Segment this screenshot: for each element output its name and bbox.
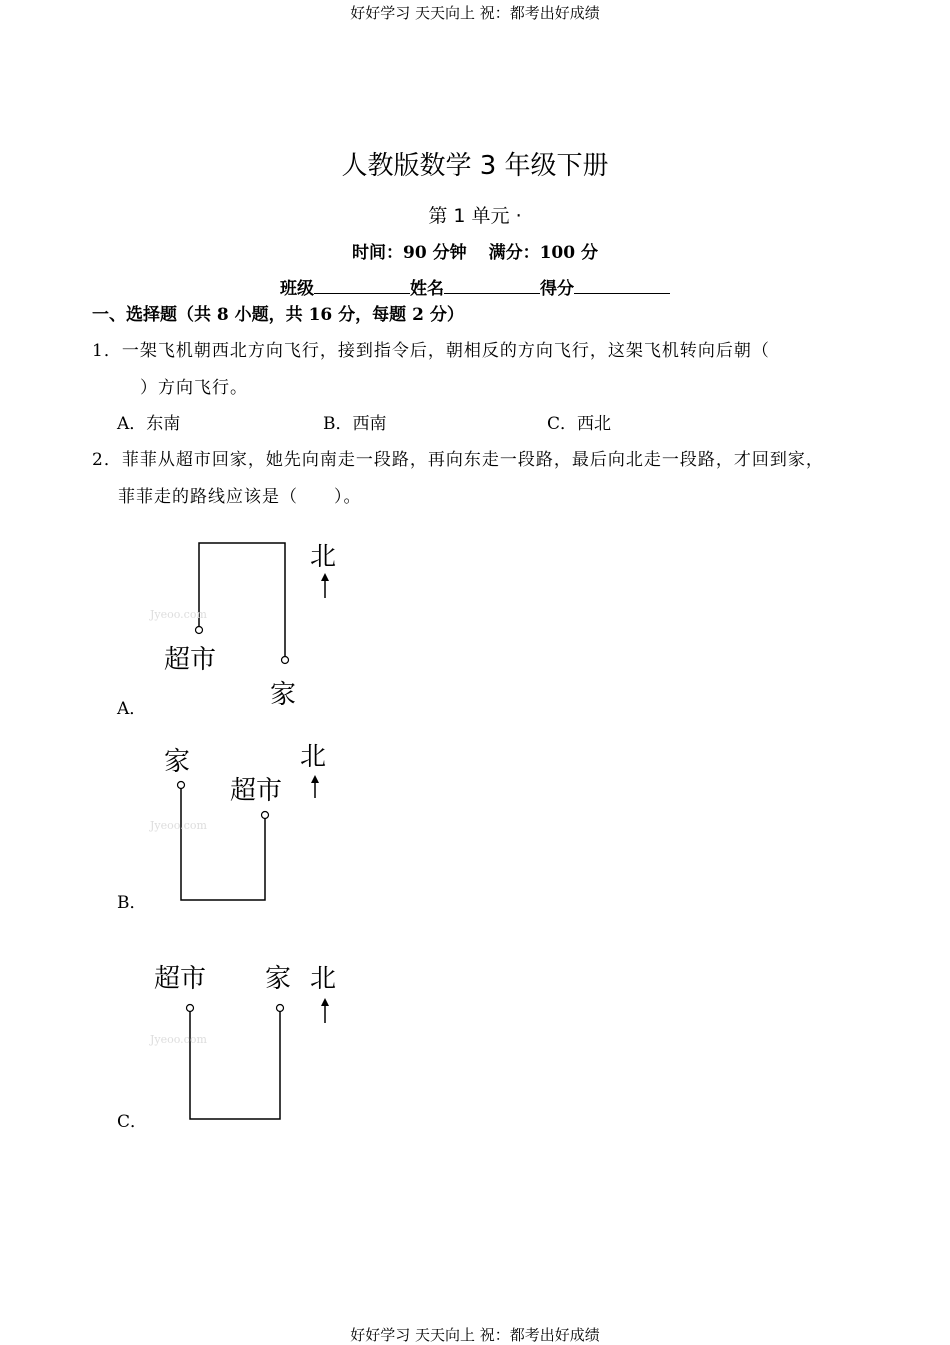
home-label: 家 (265, 964, 292, 994)
class-label: 班级 (280, 279, 314, 299)
question-2-line-1: 2．菲菲从超市回家，她先向南走一段路，再向东走一段路，最后向北走一段路，才回到家， (92, 450, 824, 470)
exam-full-score: 满分：100 分 (488, 243, 598, 263)
unit-subtitle: 第 1 单元 · (428, 205, 522, 227)
footer-motto: 好好学习 天天向上 祝：都考出好成绩 (350, 1326, 600, 1344)
student-fields (0, 274, 950, 299)
question-2-line-2: 菲菲走的路线应该是（ ）。 (118, 487, 362, 507)
score-label: 得分 (540, 279, 574, 299)
header-motto: 好好学习 天天向上 祝：都考出好成绩 (350, 4, 600, 22)
watermark: Jyeoo.com (150, 608, 207, 621)
q2-option-b[interactable]: B． (117, 893, 147, 913)
market-label: 超市 (164, 645, 217, 675)
home-label: 家 (164, 747, 191, 777)
q2-option-c[interactable]: C． (117, 1112, 148, 1132)
q1-option-b[interactable]: B．西南 (323, 414, 387, 434)
q1-option-c[interactable]: C．西北 (547, 414, 612, 434)
north-label: 北 (310, 964, 337, 994)
watermark: Jyeoo.com (150, 819, 207, 832)
exam-meta (0, 238, 950, 263)
route-map-b (150, 735, 350, 910)
page-title: 人教版数学 3 年级下册 (341, 151, 609, 181)
route-map-a (150, 530, 350, 720)
route-map-c (150, 955, 350, 1125)
home-label: 家 (270, 680, 297, 710)
name-blank[interactable] (444, 276, 540, 294)
north-label: 北 (310, 542, 337, 572)
class-blank[interactable] (314, 276, 410, 294)
market-label: 超市 (154, 964, 207, 994)
q2-option-a[interactable]: A． (117, 699, 147, 719)
question-1-line-1: 1．一架飞机朝西北方向飞行，接到指令后，朝相反的方向飞行，这架飞机转向后朝（ (92, 341, 770, 361)
section-heading: 一、选择题（共 8 小题，共 16 分，每题 2 分） (92, 305, 464, 325)
question-1-line-2: ）方向飞行。 (140, 378, 248, 398)
score-blank[interactable] (574, 276, 670, 294)
exam-time: 时间：90 分钟 (352, 243, 467, 263)
q1-option-a[interactable]: A．东南 (117, 414, 181, 434)
north-label: 北 (300, 742, 327, 772)
market-label: 超市 (230, 776, 283, 806)
watermark: Jyeoo.com (150, 1033, 207, 1046)
name-label: 姓名 (410, 279, 444, 299)
